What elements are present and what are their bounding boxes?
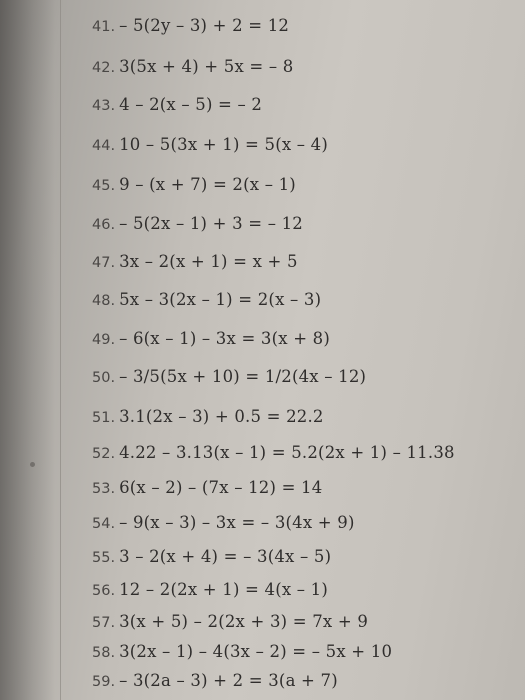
exercise-equation: 3 – 2(x + 4) = – 3(4x – 5)	[119, 547, 332, 566]
exercise-item	[92, 290, 321, 311]
exercise-item	[92, 443, 455, 464]
exercise-number: 45.	[92, 178, 116, 194]
exercise-number: 54.	[92, 516, 116, 532]
exercise-number: 43.	[92, 98, 116, 114]
exercise-number: 44.	[92, 138, 116, 154]
exercise-equation: 10 – 5(3x + 1) = 5(x – 4)	[119, 135, 329, 154]
exercise-item	[92, 642, 392, 663]
exercise-item	[92, 407, 324, 428]
exercise-equation: 3.1(2x – 3) + 0.5 = 22.2	[119, 407, 324, 426]
exercise-equation: – 9(x – 3) – 3x = – 3(4x + 9)	[119, 513, 355, 532]
exercise-number: 56.	[92, 583, 116, 599]
exercise-number: 51.	[92, 410, 116, 426]
exercise-number: 53.	[92, 481, 116, 497]
exercise-number: 41.	[92, 19, 116, 35]
exercise-equation: – 5(2y – 3) + 2 = 12	[119, 16, 290, 35]
exercise-item	[92, 547, 331, 568]
exercise-equation: 4.22 – 3.13(x – 1) = 5.2(2x + 1) – 11.38	[119, 443, 455, 462]
exercise-item	[92, 478, 322, 499]
exercise-item	[92, 367, 366, 388]
exercise-item	[92, 214, 303, 235]
exercise-equation: 4 – 2(x – 5) = – 2	[119, 95, 263, 114]
exercise-number: 47.	[92, 255, 116, 271]
exercise-equation: 3(5x + 4) + 5x = – 8	[119, 57, 294, 76]
exercise-item	[92, 95, 262, 116]
exercise-number: 52.	[92, 446, 116, 462]
exercise-equation: 3x – 2(x + 1) = x + 5	[119, 252, 298, 271]
exercise-number: 59.	[92, 674, 116, 690]
exercise-item	[92, 671, 338, 692]
exercise-number: 46.	[92, 217, 116, 233]
exercise-number: 49.	[92, 332, 116, 348]
exercise-equation: 6(x – 2) – (7x – 12) = 14	[119, 478, 323, 497]
exercise-equation: 12 – 2(2x + 1) = 4(x – 1)	[119, 580, 329, 599]
exercise-number: 42.	[92, 60, 116, 76]
exercise-item	[92, 175, 296, 196]
exercise-item	[92, 252, 298, 273]
exercise-item	[92, 135, 328, 156]
exercise-number: 58.	[92, 645, 116, 661]
exercise-number: 57.	[92, 615, 116, 631]
exercise-item	[92, 57, 293, 78]
exercise-equation: – 5(2x – 1) + 3 = – 12	[119, 214, 303, 233]
exercise-item	[92, 16, 289, 37]
exercise-number: 55.	[92, 550, 116, 566]
exercise-equation: – 3/5(5x + 10) = 1/2(4x – 12)	[119, 367, 367, 386]
exercise-equation: 5x – 3(2x – 1) = 2(x – 3)	[119, 290, 322, 309]
exercise-item	[92, 612, 368, 633]
exercise-equation: 9 – (x + 7) = 2(x – 1)	[119, 175, 296, 194]
exercise-number: 50.	[92, 370, 116, 386]
exercise-item	[92, 329, 330, 350]
exercise-equation: 3(2x – 1) – 4(3x – 2) = – 5x + 10	[119, 642, 393, 661]
exercise-equation: – 3(2a – 3) + 2 = 3(a + 7)	[119, 671, 338, 690]
exercise-item	[92, 513, 355, 534]
exercise-number: 48.	[92, 293, 116, 309]
exercise-equation: – 6(x – 1) – 3x = 3(x + 8)	[119, 329, 331, 348]
exercise-equation: 3(x + 5) – 2(2x + 3) = 7x + 9	[119, 612, 369, 631]
exercise-item	[92, 580, 328, 601]
